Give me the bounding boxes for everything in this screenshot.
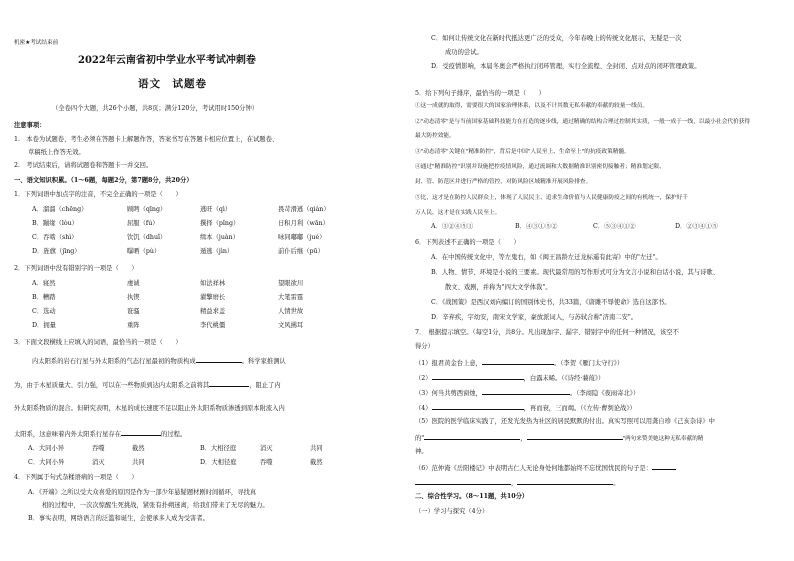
- q1-option-d[interactable]: D．旌旗（jīng）: [32, 248, 81, 255]
- q3-option-d[interactable]: D．大相径庭: [200, 459, 237, 466]
- q1-cell: 顾眄（qīng）: [127, 206, 167, 213]
- q3-option-b[interactable]: B．大相径庭: [200, 445, 237, 452]
- q4-option-d[interactable]: D．受疫情影响，本届冬奥会严格执行闭环管理，实行全流程、全封闭、点对点的闭环管理政策。: [431, 63, 701, 70]
- q7-text: （4）: [415, 405, 432, 412]
- q6-option-b[interactable]: B．人物、情节、环境是小说的三要素。现代最常用的写作形式可分为文言小说和白话小说，其与诗歌、: [431, 269, 719, 276]
- q3-text: 的过程。: [161, 431, 187, 438]
- q6-option-a[interactable]: A．在中国传统文化中，等左鬼右，如《闽王昌龄左迁龙标遥有此寄》中的"左迁"。: [431, 254, 662, 261]
- q7-text: ，: [511, 480, 518, 487]
- q1-row: [10, 235, 390, 249]
- left-column: [10, 0, 390, 561]
- q5-sentence-2: ②"动态清零"是与当前国家基础科技能力在打造的逐步线，通过精确的结构合理过控制其实质，一般一成于一线，以最小社会代价获得: [415, 119, 751, 125]
- q7-item-5: （5）医院的医学临床实践了，还发光发热为社区的居民默默的付出。真实写照可以用龚自珍《己亥杂诗》中: [415, 418, 715, 425]
- q5-option-b[interactable]: B．④③①⑤②: [515, 223, 558, 230]
- q1-cell: 撰择（pǐng）: [200, 220, 240, 227]
- q5-stem: 5．给下列句子排序，最恰当的一项是（ ）: [415, 90, 545, 97]
- q1-cell: 日积月利（wān）: [278, 220, 329, 227]
- q6-option-b-cont: 散文、戏剧，并称为"四大文学体裁"。: [445, 284, 552, 291]
- q7-text: "两句来赞美她这种无私奉献的精: [622, 436, 704, 442]
- q2-cell: 如法祥林: [200, 280, 226, 287]
- q7-item-5-end: 神。: [415, 448, 428, 455]
- q1-option-a[interactable]: A．溜溜（chēng）: [32, 206, 88, 213]
- q7-item-3: [415, 389, 639, 397]
- q1-cell: 曝晒（pù）: [127, 248, 161, 255]
- q3-blank-3[interactable]: [121, 430, 161, 436]
- q2-cell: 望眼欲川: [278, 280, 304, 287]
- q2-cell: 李代桃僵: [200, 322, 226, 329]
- notice-2: 2. 考试结束后，请将试题卷和答题卡一并交回。: [14, 162, 153, 169]
- q1-cell: 屈服（fú）: [127, 220, 159, 227]
- q4-option-c[interactable]: C．如何让传统文化在新时代抵达更广泛的受众，今年春晚上的传统文化展示，无疑是一次: [431, 35, 682, 42]
- q5-option-c[interactable]: C．⑤③④①②: [593, 223, 636, 230]
- q7-blank-8[interactable]: [415, 479, 511, 485]
- q5-sentence-5: ⑤比，这才是在防控人民群众上，体现了人民民主、追求生命价值与人民健康防疫之间的有机统一，保护好千: [415, 195, 688, 201]
- exam-subtitle: 语文 试题卷: [138, 78, 207, 90]
- right-column: [405, 0, 785, 561]
- q3-row: [10, 446, 390, 460]
- q5-sentence-2-cont: 最大防控效能。: [415, 133, 455, 139]
- q3-text: 。科学家推测认: [241, 358, 286, 365]
- q3-text: ，阻止了内: [249, 382, 281, 389]
- q3-option-a[interactable]: A．大同小异: [28, 445, 65, 452]
- q1-cell: 咏同嘟嘟（jué）: [278, 234, 326, 241]
- q3-text: 太阳系，这意味着内外太阳系行星存在: [14, 431, 122, 438]
- q2-cell: 人情世故: [278, 308, 304, 315]
- exam-title: 2022年云南省初中学业水平考试冲刺卷: [78, 55, 256, 66]
- q4-stem: 4．下列属于句式杂糅语病的一项是（ ）: [14, 474, 138, 481]
- q1-stem: 1．下列词语中加点字的注音，不完全正确的一项是（ ）: [14, 191, 182, 198]
- q3-cell: 吞噬: [92, 445, 105, 452]
- q7-text: 的": [415, 435, 425, 442]
- q7-text: （6）范仲淹《岳阳楼记》中表明古仁人无论身处何地都始终不忘忧国忧民的句子是：: [415, 465, 652, 472]
- q1-cell: 饮饥（dhuǐ）: [127, 234, 167, 241]
- q2-row: [10, 281, 390, 295]
- q2-option-d[interactable]: D．拥量: [32, 322, 56, 329]
- q7-blank-2[interactable]: [432, 374, 524, 380]
- q7-blank-3[interactable]: [482, 389, 570, 395]
- q5-sentence-1: ①这一成就的取得，需要很大的国家治理体系，以及不计其数无私奉献的奉献的较量一线员。: [415, 103, 649, 109]
- q1-cell: 前仆后继（pū）: [278, 248, 324, 255]
- q1-option-b[interactable]: B．蹦缘（lòu）: [32, 220, 78, 227]
- q3-passage-line4: [14, 430, 186, 438]
- q2-row: [10, 323, 390, 337]
- q4-option-b[interactable]: B．事实表明，网络语言的泛滥和诞生，会使承多人成为受害者。: [28, 515, 209, 522]
- q5-sentence-3: ③"动态清零"关键在"精准防控"，背后是中国"人民至上、生命至上"的抗疫政策精髓。: [415, 149, 630, 155]
- q7-stem: 7． 根据提示填空。（每空1分，共8分。凡出现加字、漏字、错别字中的任何一种情况，该空不: [415, 329, 679, 336]
- q7-item-4: [415, 404, 636, 412]
- q3-cell: 吞噬: [260, 459, 273, 466]
- q6-option-c[interactable]: C．《战国策》是西汉刘向编订的国别体史书，共33篇，《唐雎不辱使命》选自这部书。: [431, 299, 671, 306]
- q7-blank-7[interactable]: [652, 464, 676, 470]
- q3-cell: 截然: [310, 459, 323, 466]
- q1-cell: 逃旺（qì）: [200, 206, 232, 213]
- q7-item-5-cont: [415, 434, 703, 443]
- q5-sentence-5-cont: 万人民，这才是在实践人民至上。: [415, 210, 501, 216]
- q1-row: [10, 221, 390, 235]
- q5-sentence-4-cont: 封、管、防范区并进行严格的管控，对防风险区域精准开展风险排查。: [415, 179, 592, 185]
- exam-info: （全卷四个大题，共26个小题，共8页；满分120分，考试用时150分钟）: [52, 105, 259, 112]
- section2-title: 二、综合性学习。（8～11题，共10分）: [415, 493, 529, 500]
- q2-cell: 文风拂耳: [278, 322, 304, 329]
- q7-text: （3）何当共剪西窗烛，: [415, 390, 482, 397]
- notice-title: 注意事项：: [14, 122, 46, 129]
- q3-row: [10, 460, 390, 474]
- q3-passage-line1: [32, 357, 286, 365]
- q3-cell: 消灭: [92, 459, 105, 466]
- q7-blank-1[interactable]: [482, 359, 554, 365]
- q3-cell: 截然: [132, 445, 145, 452]
- q4-option-a[interactable]: A．《开端》之所以受大众喜爱的原因是作为一部少年悬疑题材剧时间循环，寻找真: [28, 489, 257, 496]
- q2-cell: 濯擎磨长: [200, 294, 226, 301]
- q5-option-a[interactable]: A．③②④⑤①: [431, 223, 474, 230]
- q7-text: 。: [613, 480, 620, 487]
- q2-cell: 诳骚: [127, 308, 140, 315]
- q7-text: 。（李商隐《夜雨寄北》）: [569, 390, 640, 397]
- q2-cell: 大笔雷霆: [278, 294, 304, 301]
- q2-options: [10, 281, 390, 337]
- q4-option-a-cont: 相的过程中，一次次惊醒生死挑战，紧张有扑朔迷离，给我们带来了无尽的魅力。: [42, 502, 269, 509]
- q7-item-6: [415, 464, 676, 472]
- q1-cell: 遁逃（jìn）: [200, 248, 234, 255]
- q5-sentence-4: ④通过"精准防控"识别并设施把控疫情风险，通过流调和大数据精准识别密切接触者；精准划定限、: [415, 164, 665, 170]
- q1-option-c[interactable]: C．吞啮（shì）: [32, 234, 78, 241]
- q7-text: （2）: [415, 375, 432, 382]
- q7-item-1: [415, 359, 623, 367]
- q3-blank-1[interactable]: [196, 357, 242, 363]
- q3-cell: 消灭: [260, 445, 273, 452]
- q5-sentences: [415, 101, 783, 192]
- q2-option-a[interactable]: A．寝然: [32, 280, 56, 287]
- q4-option-c-cont: 成功的尝试。: [445, 49, 483, 56]
- q3-stem: 3．下面文段横线上应填入的词语，最恰当的一项是（ ）: [14, 339, 182, 346]
- q3-passage-line2: [14, 381, 281, 389]
- q1-row: [10, 249, 390, 263]
- q3-cell: 共同: [132, 459, 145, 466]
- q2-row: [10, 309, 390, 323]
- q7-text: ，白露未晞。（《诗经·蒹葭》）: [523, 375, 605, 382]
- q3-cell: 共同: [310, 445, 323, 452]
- q7-item-2: [415, 374, 604, 382]
- q7-blank-6[interactable]: [527, 434, 623, 440]
- q6-option-d[interactable]: D．辛弃疾，字幼安，南宋文学家，豪放派词人，与苏轼合称"济南二安"。: [431, 314, 638, 321]
- q2-option-b[interactable]: B．糟踏: [32, 294, 56, 301]
- q7-blank-9[interactable]: [517, 479, 613, 485]
- q1-cell: 畏苛滑逃（qián）: [278, 206, 330, 213]
- q2-row: [10, 295, 390, 309]
- q7-text: ，: [520, 435, 527, 442]
- notice-1: 1. 本卷为试题卷，考生必须在答题卡上解题作答，答案书写在答题卡相应位置上，在试题卷、: [14, 136, 279, 143]
- q2-option-c[interactable]: C．选动: [32, 308, 56, 315]
- q7-text: （1）报君黄金台上意，: [415, 360, 482, 367]
- q2-cell: 虔诚: [127, 280, 140, 287]
- q2-cell: 精益求盖: [200, 308, 226, 315]
- q1-cell: 缉本（juàn）: [200, 234, 240, 241]
- notice-1-cont: 草稿纸上作答无效。: [28, 149, 85, 156]
- q7-stem-cont: 得分）: [415, 343, 434, 350]
- q7-blank-5[interactable]: [424, 434, 520, 440]
- q1-options: [10, 207, 390, 263]
- q7-text: 。（李贺《雁门太守行》）: [553, 360, 624, 367]
- q7-item-6-cont: [415, 479, 620, 487]
- section1-title: 一、语文知识积累。（1～6题，每题2分，第7题8分，共20分）: [14, 177, 193, 184]
- q2-cell: 执锲: [127, 294, 140, 301]
- q3-options: [10, 446, 390, 474]
- q2-cell: 重阵: [127, 322, 140, 329]
- q7-blank-4[interactable]: [432, 404, 524, 410]
- q5-option-d[interactable]: D．②③④①⑤: [675, 223, 718, 230]
- confidential-label: 机密★考试结束前: [14, 40, 59, 46]
- q3-blank-2[interactable]: [209, 381, 249, 387]
- q3-option-c[interactable]: C．大同小异: [28, 459, 65, 466]
- q6-stem: 6．下列表述不正确的一项是（ ）: [415, 239, 520, 246]
- section2-subtitle: （一）学习与探究（4分）: [415, 508, 489, 515]
- q3-text: 内太阳系的岩石行星与外太阳系的气态行星最初的物质构成: [32, 358, 196, 365]
- q1-row: [10, 207, 390, 221]
- q7-text: ，再而衰，三而竭。（《左传·曹刿论战》）: [523, 405, 636, 412]
- q2-stem: 2．下列词语中没有错别字的一项是（ ）: [14, 265, 138, 272]
- q3-text: 为，由于木星质量大、引力强，可以在一些物质到达内太阳系之前将其: [14, 382, 210, 389]
- q3-passage-line3: 外太阳系物质的混合。但研究表明，木星的成长速度不足以阻止外太阳系物质渗透到原本附流入内: [14, 405, 285, 412]
